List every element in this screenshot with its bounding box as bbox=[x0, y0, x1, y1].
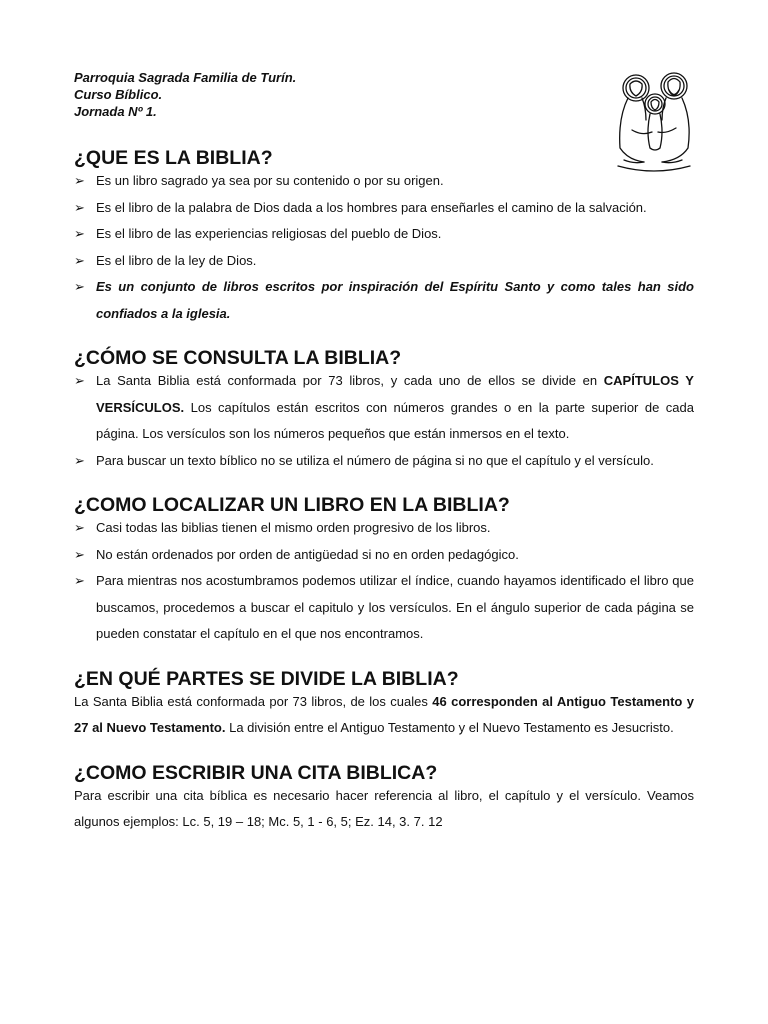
list-item: ➢ Es el libro de las experiencias religiosas del pueblo de Dios. bbox=[74, 221, 694, 248]
section-title-localizar: ¿COMO LOCALIZAR UN LIBRO EN LA BIBLIA? bbox=[74, 494, 510, 516]
list-item: ➢ La Santa Biblia está conformada por 73 libros, y cada uno de ellos se divide en CAPÍTULOS Y VERSÍCULOS. Los capítulos están escritos con números grandes o en la parte superior de cada página. Los versículos son los números pequeños que están inmersos en el texto. bbox=[74, 368, 694, 448]
course-name: Curso Bíblico. bbox=[74, 87, 163, 102]
paragraph-cita: Para escribir una cita bíblica es necesario hacer referencia al libro, el capítulo y el versículo. Veamos algunos ejemplos: Lc. 5, 19 – 18; Mc. 5, 1 - 6, 5; Ez. 14, 3. 7. 12 bbox=[74, 787, 694, 829]
session-number: Jornada Nº 1. bbox=[74, 104, 157, 119]
bullet-arrow-icon: ➢ bbox=[74, 199, 85, 215]
list-que-es bbox=[74, 168, 694, 327]
document-header bbox=[74, 69, 296, 120]
paragraph-partes: La Santa Biblia está conformada por 73 libros, de los cuales 46 corresponden al Antiguo Testamento y 27 al Nuevo Testamento. La división entre el Antiguo Testamento y el Nuevo Testamento es Jesucristo. bbox=[74, 693, 694, 735]
bullet-arrow-icon: ➢ bbox=[74, 279, 85, 294]
section-title-que-es: ¿QUE ES LA BIBLIA? bbox=[74, 147, 273, 169]
list-item: ➢ Casi todas las biblias tienen el mismo orden progresivo de los libros. bbox=[74, 515, 694, 542]
list-como-consulta bbox=[74, 368, 694, 474]
list-item: ➢ Para buscar un texto bíblico no se utiliza el número de página si no que el capítulo y el versículo. bbox=[74, 448, 694, 475]
bullet-arrow-icon: ➢ bbox=[74, 252, 85, 268]
parish-name: Parroquia Sagrada Familia de Turín. bbox=[74, 70, 297, 85]
bullet-arrow-icon: ➢ bbox=[74, 226, 85, 241]
bullet-arrow-icon: ➢ bbox=[74, 520, 85, 535]
list-item: ➢ Es un conjunto de libros escritos por inspiración del Espíritu Santo y como tales han sido confiados a la iglesia. bbox=[74, 274, 694, 327]
document-body bbox=[74, 148, 694, 836]
section-title-partes: ¿EN QUÉ PARTES SE DIVIDE LA BIBLIA? bbox=[74, 667, 459, 690]
section-title-como-consulta: ¿CÓMO SE CONSULTA LA BIBLIA? bbox=[74, 347, 402, 369]
bullet-arrow-icon: ➢ bbox=[74, 173, 85, 188]
list-item: ➢ Es el libro de la palabra de Dios dada a los hombres para enseñarles el camino de la salvación. bbox=[74, 195, 694, 222]
bullet-arrow-icon: ➢ bbox=[74, 546, 85, 562]
section-title-cita: ¿COMO ESCRIBIR UNA CITA BIBLICA? bbox=[74, 761, 438, 784]
list-item: ➢ No están ordenados por orden de antigüedad si no en orden pedagógico. bbox=[74, 542, 694, 569]
list-item: ➢ Para mientras nos acostumbramos podemos utilizar el índice, cuando hayamos identificado el libro que buscamos, procedemos a buscar el capitulo y los versículos. En el ángulo superior de cada página se pueden constatar el capítulo en el que nos encontramos. bbox=[74, 568, 694, 648]
bullet-arrow-icon: ➢ bbox=[74, 373, 85, 388]
list-item: ➢ Es el libro de la ley de Dios. bbox=[74, 248, 694, 275]
bullet-arrow-icon: ➢ bbox=[74, 573, 85, 588]
list-localizar bbox=[74, 515, 694, 648]
bullet-arrow-icon: ➢ bbox=[74, 452, 85, 468]
emphasis-text: CAPÍTULOS Y VERSÍCULOS. bbox=[96, 373, 694, 415]
emphasis-text: 46 corresponden al Antiguo Testamento y 27 al Nuevo Testamento. bbox=[74, 693, 694, 735]
list-item: ➢ Es un libro sagrado ya sea por su contenido o por su origen. bbox=[74, 168, 694, 195]
